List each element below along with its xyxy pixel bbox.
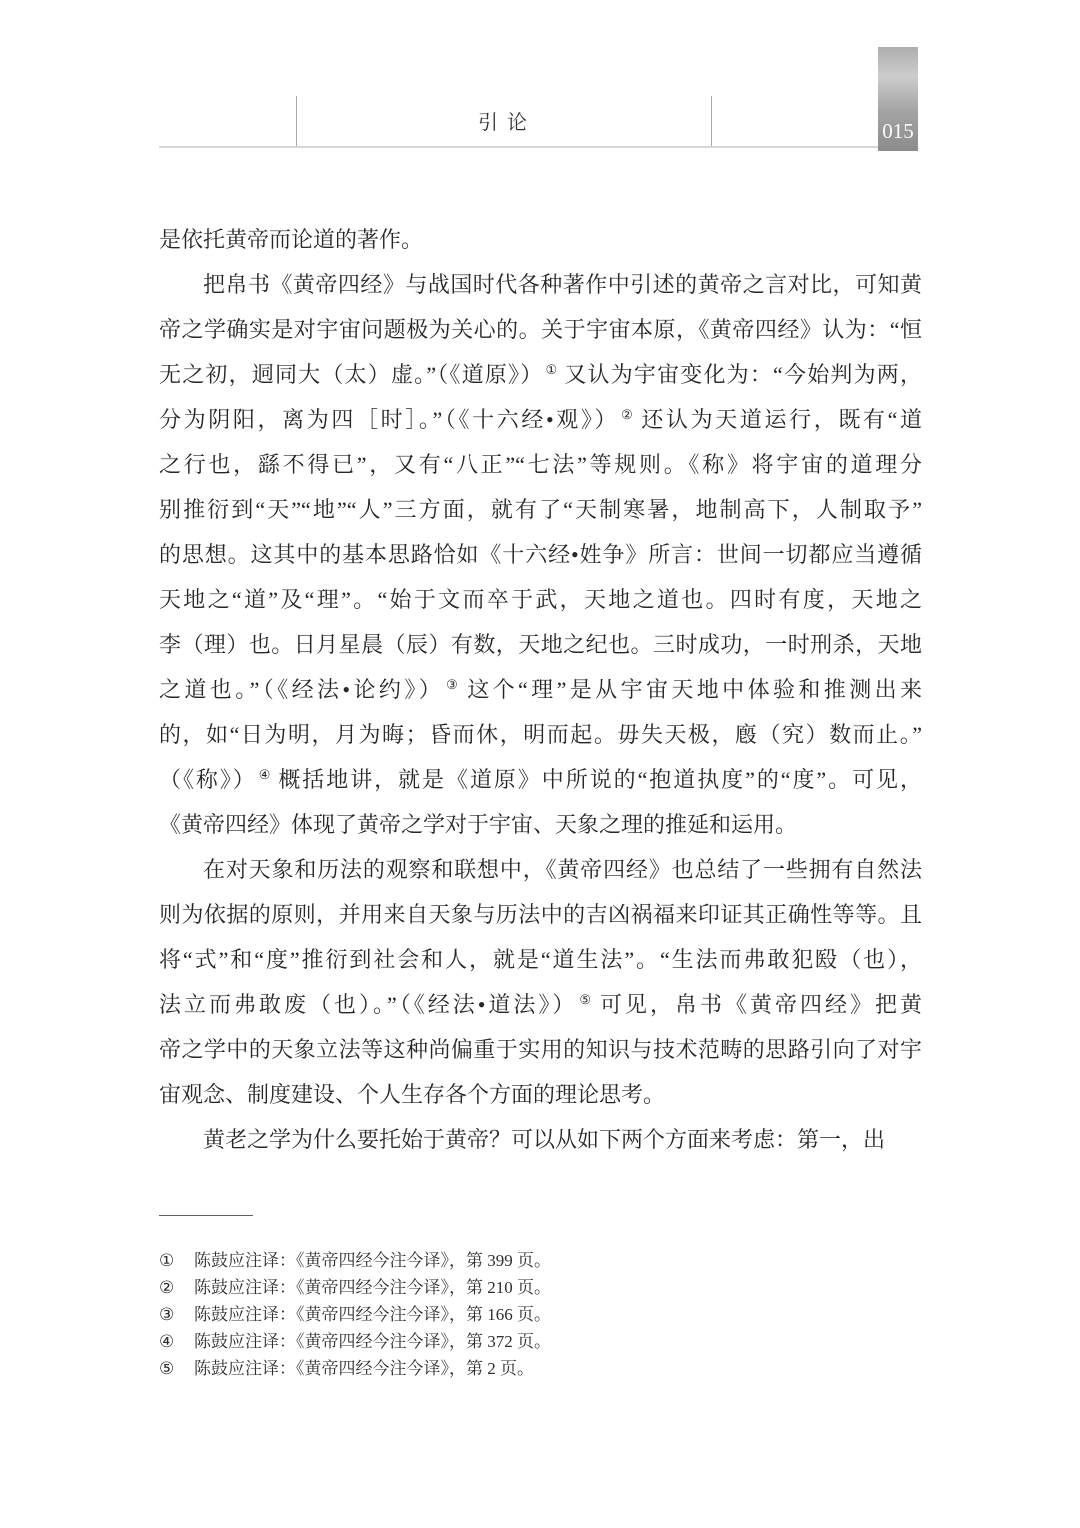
footnote-marker: ② <box>159 1278 175 1297</box>
body-line <box>159 937 922 982</box>
footnote-text: 陈鼓应注译：《黄帝四经今注今译》，第 210 页。 <box>194 1278 551 1297</box>
footnote-text: 陈鼓应注译：《黄帝四经今注今译》，第 166 页。 <box>194 1305 551 1324</box>
body-line-text: 又认为宇宙变化为：“今始判为两， <box>564 362 922 387</box>
footnote-separator <box>159 1215 253 1216</box>
footnote-text: 陈鼓应注译：《黄帝四经今注今译》，第 399 页。 <box>194 1251 551 1270</box>
body-line <box>159 802 922 847</box>
body-line-text: 宙观念、制度建设、个人生存各个方面的理论思考。 <box>159 1082 666 1107</box>
footnote-item <box>159 1247 551 1274</box>
body-line-text: （《称》） <box>159 767 257 792</box>
page-title: 引 论 <box>478 112 529 134</box>
body-line-text: 的思想。这其中的基本思路恰如《十六经•姓争》所言：世间一切都应当遵循 <box>159 542 922 567</box>
body-line <box>159 217 922 262</box>
footnote-marker: ⑤ <box>159 1359 175 1378</box>
body-line <box>159 532 922 577</box>
header-rule <box>159 146 878 148</box>
body-line <box>159 847 922 892</box>
body-line-text: 无之初，迵同大（太）虚。”（《道原》） <box>159 362 544 387</box>
body-line-text: 是依托黄帝而论道的著作。 <box>159 227 424 252</box>
footnote-ref-marker: ① <box>545 361 559 377</box>
body-line-text: 则为依据的原则，并用来自天象与历法中的吉凶祸福来印证其正确性等等。且 <box>159 902 922 927</box>
body-line-text: 黄老之学为什么要托始于黄帝？可以从如下两个方面来考虑：第一，出 <box>203 1127 886 1152</box>
body-line <box>159 487 922 532</box>
footnote-item <box>159 1328 551 1355</box>
footnote-item <box>159 1301 551 1328</box>
body-text <box>159 217 922 1162</box>
footnote-ref-marker: ④ <box>258 766 273 782</box>
body-line-text: 天地之“道”及“理”。“始于文而卒于武，天地之道也。四时有度，天地之 <box>159 587 922 612</box>
body-line-text: 还认为天道运行，既有“道 <box>641 407 923 432</box>
body-line <box>159 1072 922 1117</box>
body-line-text: 这个“理”是从宇宙天地中体验和推测出来 <box>467 677 923 702</box>
body-line <box>159 262 922 307</box>
body-line <box>159 307 922 352</box>
body-line <box>159 442 922 487</box>
body-line-text: 将“式”和“度”推衍到社会和人，就是“道生法”。“生法而弗敢犯殹（也）， <box>159 947 922 972</box>
body-line-text: 在对天象和历法的观察和联想中，《黄帝四经》也总结了一些拥有自然法 <box>203 857 922 882</box>
body-line-text: 把帛书《黄帝四经》与战国时代各种著作中引述的黄帝之言对比，可知黄 <box>203 272 922 297</box>
footnote-marker: ① <box>159 1251 175 1270</box>
body-line-text: 的，如“日为明，月为晦；昏而休，明而起。毋失天极，廏（究）数而止。” <box>159 722 922 747</box>
body-line-text: 帝之学确实是对宇宙问题极为关心的。关于宇宙本原，《黄帝四经》认为：“恒 <box>159 317 922 342</box>
footnote-marker: ④ <box>159 1332 175 1351</box>
footnote-item <box>159 1274 551 1301</box>
body-line <box>159 1117 922 1162</box>
body-line <box>159 397 922 442</box>
footnote-text: 陈鼓应注译：《黄帝四经今注今译》，第 372 页。 <box>194 1332 551 1351</box>
body-line <box>159 712 922 757</box>
footnote-ref-marker: ② <box>621 406 636 422</box>
body-line <box>159 667 922 712</box>
body-line <box>159 982 922 1027</box>
page-number-badge <box>878 47 918 151</box>
body-line-text: 法立而弗敢废（也）。”（《经法•道法》） <box>159 992 578 1017</box>
footnote-ref-marker: ③ <box>446 676 462 692</box>
body-line <box>159 622 922 667</box>
body-line-text: 帝之学中的天象立法等这种尚偏重于实用的知识与技术范畴的思路引向了对宇 <box>159 1037 922 1062</box>
body-line <box>159 352 922 397</box>
page-number: 015 <box>882 119 914 143</box>
footnote-marker: ③ <box>159 1305 175 1324</box>
footnote-ref-marker: ⑤ <box>579 991 595 1007</box>
body-line <box>159 577 922 622</box>
footnote-text: 陈鼓应注译：《黄帝四经今注今译》，第 2 页。 <box>194 1359 534 1378</box>
header-tick-right <box>711 96 712 147</box>
body-line <box>159 757 922 802</box>
body-line-text: 之道也。”（《经法•论约》） <box>159 677 445 702</box>
footnotes <box>159 1247 551 1382</box>
body-line-text: 分为阴阳，离为四［时］。”（《十六经•观》） <box>159 407 620 432</box>
body-line <box>159 892 922 937</box>
body-line-text: 可见，帛书《黄帝四经》把黄 <box>600 992 922 1017</box>
body-line <box>159 1027 922 1072</box>
body-line-text: 之行也，繇不得已”，又有“八正”“七法”等规则。《称》将宇宙的道理分 <box>159 452 922 477</box>
body-line-text: 概括地讲，就是《道原》中所说的“抱道执度”的“度”。可见， <box>278 767 922 792</box>
body-line-text: 别推衍到“天”“地”“人”三方面，就有了“天制寒暑，地制高下，人制取予” <box>159 497 922 522</box>
body-line-text: 《黄帝四经》体现了黄帝之学对于宇宙、天象之理的推延和运用。 <box>159 812 798 837</box>
body-line-text: 李（理）也。日月星晨（辰）有数，天地之纪也。三时成功，一时刑杀，天地 <box>159 632 922 657</box>
footnote-item <box>159 1355 551 1382</box>
